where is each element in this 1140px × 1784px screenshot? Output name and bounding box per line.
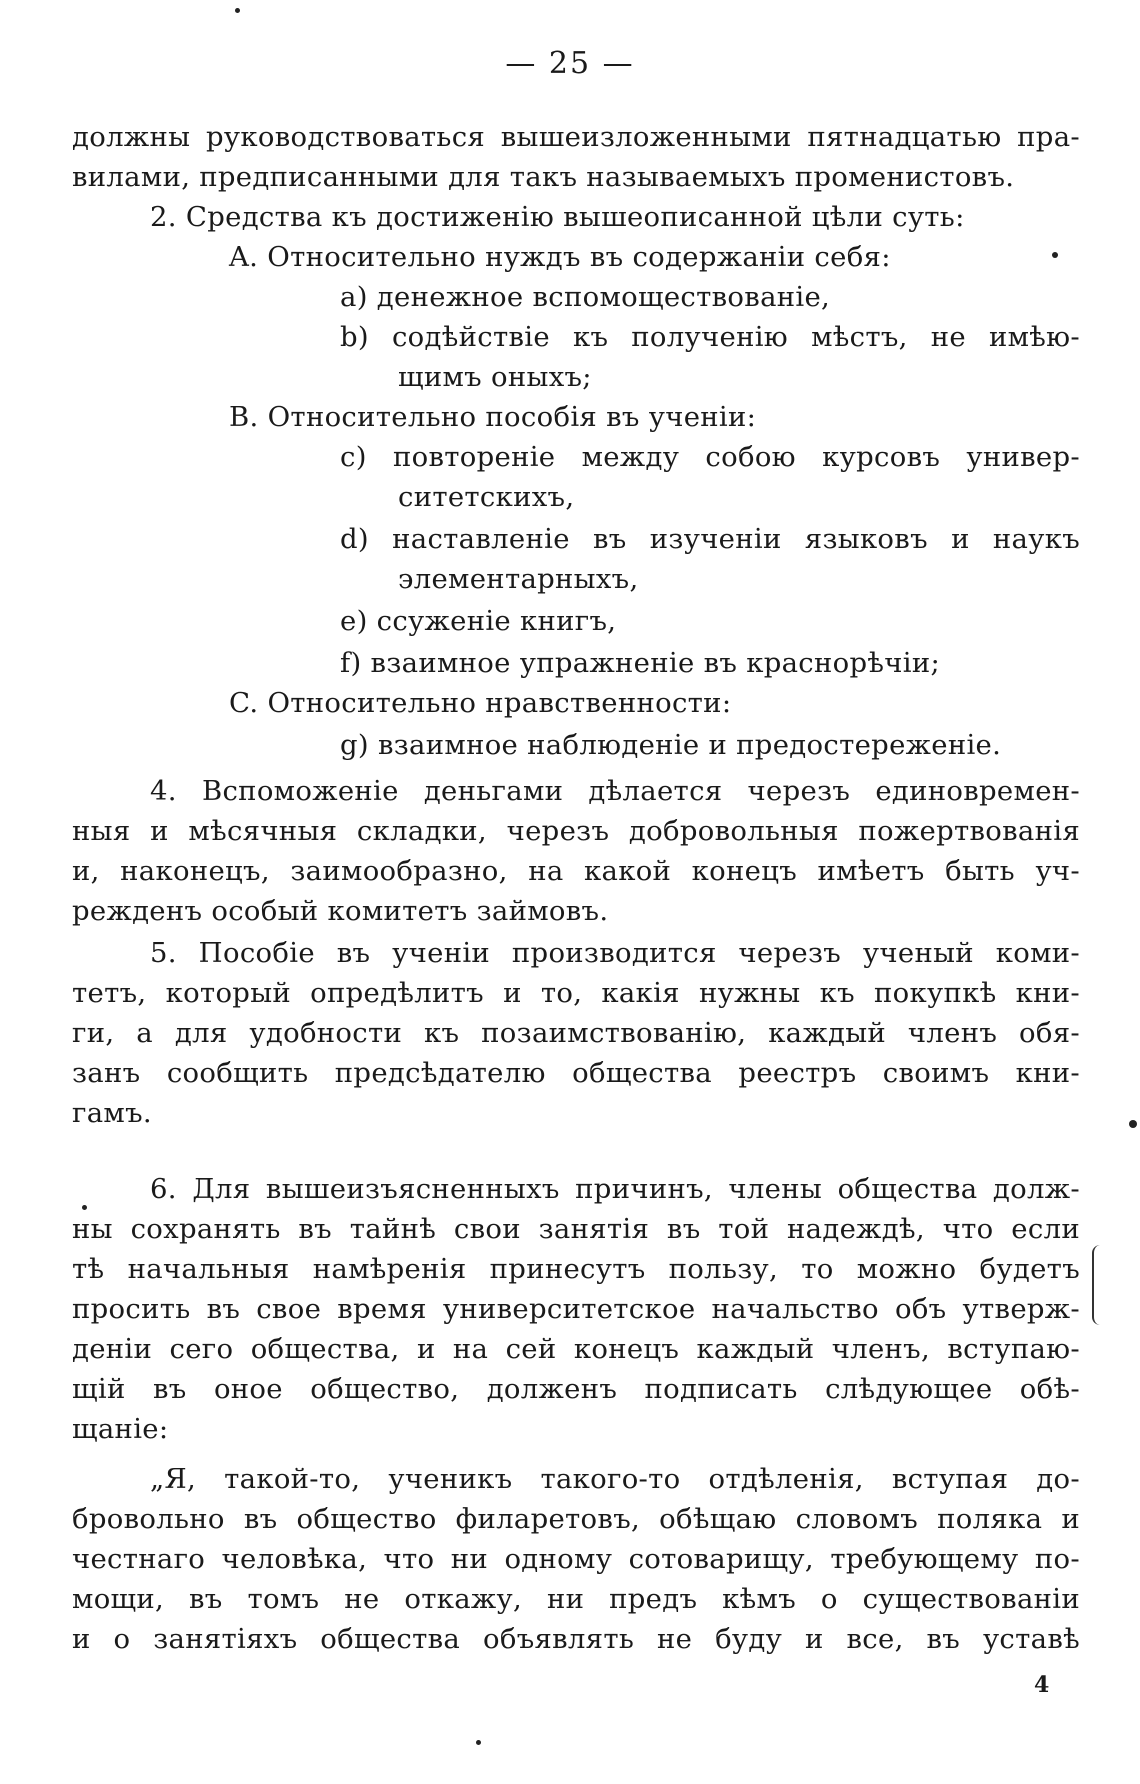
list-item: a) денежное вспомоществованіе,	[340, 281, 831, 313]
signature-mark: 4	[1034, 1672, 1050, 1698]
text-line: бровольно въ общество филаретовъ, обѣщаю словомъ поляка и	[72, 1503, 1080, 1535]
page-number: — 25 —	[505, 46, 635, 81]
list-item: d) наставленіе въ изученіи языковъ и наукъ	[340, 523, 1080, 555]
text-line: и о занятіяхъ общества объявлять не буду и все, въ уставѣ	[72, 1623, 1080, 1655]
scan-speck	[235, 8, 240, 13]
list-item: e) ссуженіе книгъ,	[340, 605, 617, 637]
text-line: режденъ особый комитетъ займовъ.	[72, 895, 609, 927]
text-line: ныя и мѣсячныя складки, черезъ добровольныя пожертвованія	[72, 815, 1080, 847]
list-item: g) взаимное наблюденіе и предостереженіе.	[340, 729, 1002, 761]
text-line: тѣ начальныя намѣренія принесутъ пользу, то можно будетъ	[72, 1253, 1080, 1285]
scan-speck	[82, 1205, 87, 1210]
text-line: вилами, предписанными для такъ называемыхъ променистовъ.	[72, 161, 1015, 193]
text-line: просить въ свое время университетское начальство объ утверж-	[72, 1293, 1080, 1325]
list-item: f) взаимное упражненіе въ краснорѣчіи;	[340, 647, 941, 679]
list-item: c) повтореніе между собою курсовъ универ-	[340, 441, 1080, 473]
text-line: гамъ.	[72, 1097, 152, 1129]
margin-bracket-mark	[1092, 1245, 1108, 1325]
text-line: щимъ оныхъ;	[398, 361, 592, 393]
text-line: мощи, въ томъ не откажу, ни предъ кѣмъ о существованіи	[72, 1583, 1080, 1615]
text-line: 5. Пособіе въ ученіи производится черезъ ученый коми-	[150, 937, 1080, 969]
text-line: занъ сообщить предсѣдателю общества реестръ своимъ кни-	[72, 1057, 1080, 1089]
text-line: честнаго человѣка, что ни одному сотоварищу, требующему по-	[72, 1543, 1080, 1575]
text-line: 2. Средства къ достиженію вышеописанной цѣли суть:	[150, 201, 965, 233]
text-line: ситетскихъ,	[398, 481, 575, 513]
section-heading: A. Относительно нуждъ въ содержаніи себя:	[229, 241, 891, 273]
text-line: должны руководствоваться вышеизложенными пятнадцатью пра-	[72, 121, 1080, 153]
text-line: тетъ, который опредѣлитъ и то, какія нужны къ покупкѣ кни-	[72, 977, 1080, 1009]
text-line: деніи сего общества, и на сей конецъ каждый членъ, вступаю-	[72, 1333, 1080, 1365]
text-line: и, наконецъ, заимообразно, на какой конецъ имѣетъ быть уч-	[72, 855, 1080, 887]
text-line: ги, а для удобности къ позаимствованію, каждый членъ обя-	[72, 1017, 1080, 1049]
scan-speck	[476, 1740, 481, 1745]
text-line: ны сохранять въ тайнѣ свои занятія въ той надеждѣ, что если	[72, 1213, 1080, 1245]
list-item: b) содѣйствіе къ полученію мѣстъ, не имѣю-	[340, 321, 1080, 353]
text-line: „Я, такой-то, ученикъ такого-то отдѣленія, вступая до-	[150, 1463, 1080, 1495]
scan-speck	[1052, 252, 1058, 258]
section-heading: B. Относительно пособія въ ученіи:	[229, 401, 757, 433]
text-line: щаніе:	[72, 1413, 169, 1445]
text-line: элементарныхъ,	[398, 563, 639, 595]
section-heading: C. Относительно нравственности:	[229, 687, 732, 719]
scan-speck	[1129, 1120, 1137, 1128]
text-line: 6. Для вышеизъясненныхъ причинъ, члены общества долж-	[150, 1173, 1080, 1205]
text-line: 4. Вспоможеніе деньгами дѣлается черезъ единовремен-	[150, 775, 1080, 807]
text-line: щій въ оное общество, долженъ подписать слѣдующее обѣ-	[72, 1373, 1080, 1405]
